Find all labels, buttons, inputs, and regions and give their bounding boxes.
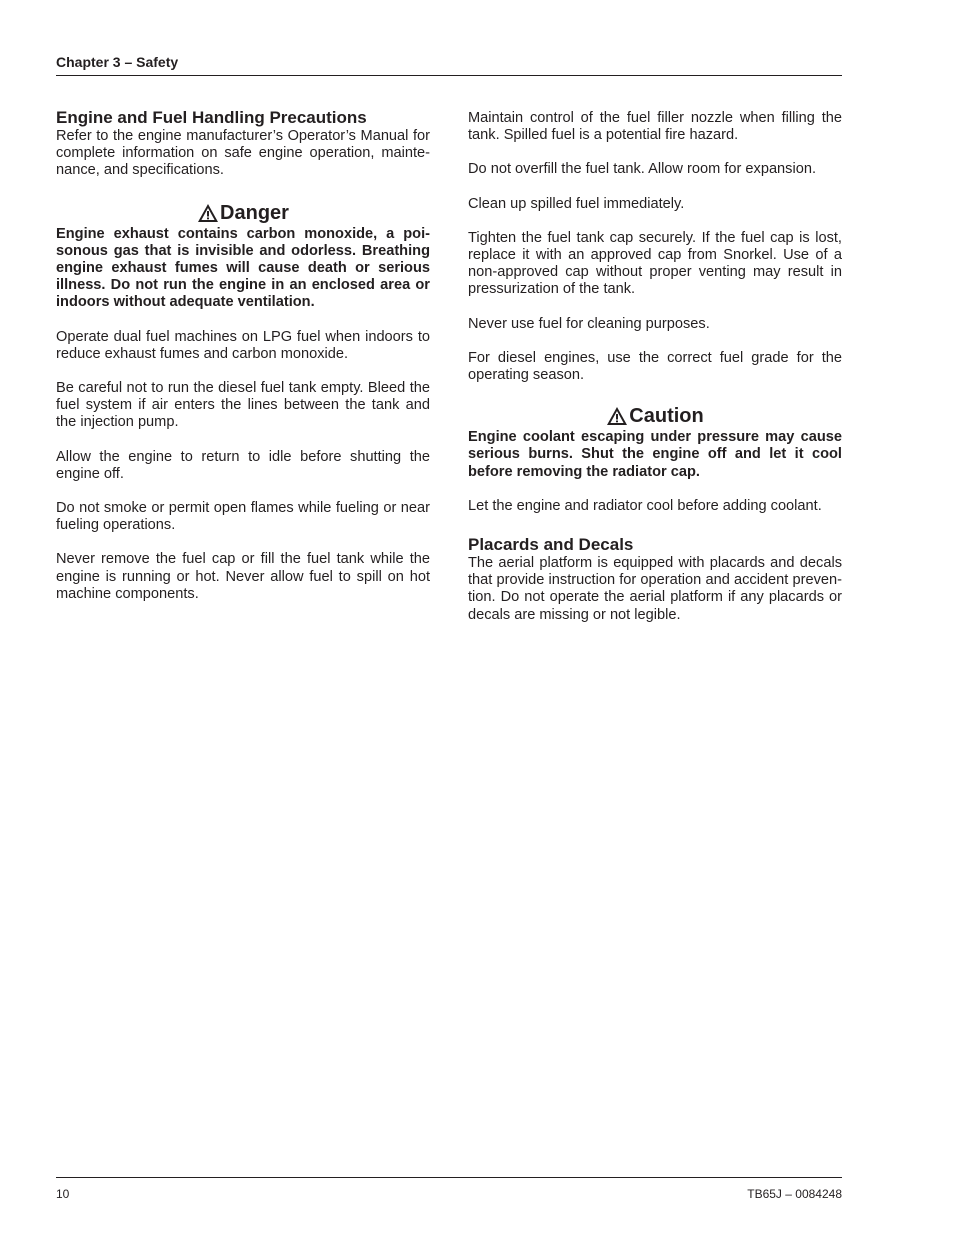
body-paragraph: Let the engine and radiator cool before adding coolant. — [468, 497, 822, 514]
body-paragraph: Maintain control of the fuel filler nozzle when filling the tank. Spilled fuel is a potential fire hazard. — [468, 110, 842, 144]
page-header — [56, 54, 842, 76]
right-column — [468, 108, 842, 641]
danger-text: Engine exhaust contains carbon monoxide, a poi-sonous gas that is invisible and odorless. Breathing engine exhaust fumes will cause death or serious illness. Do not run the engine in an enclosed area or indoors without adequate ventilation. — [56, 225, 430, 311]
danger-heading — [56, 201, 430, 225]
intro-paragraph: Refer to the engine manufacturer’s Operator’s Manual for complete information on safe engine operation, mainte-nance, and specifications. — [56, 128, 430, 179]
warning-triangle-icon — [606, 406, 628, 426]
caution-title: Caution — [629, 405, 704, 428]
body-paragraph: Be careful not to run the diesel fuel tank empty. Bleed the fuel system if air enters the lines between the tank and the injection pump. — [56, 380, 430, 431]
caution-heading — [468, 404, 842, 428]
chapter-title: Chapter 3 – Safety — [56, 54, 179, 70]
body-paragraph: Never use fuel for cleaning purposes. — [468, 315, 710, 332]
body-paragraph: Do not smoke or permit open flames while fueling or near fueling operations. — [56, 500, 430, 534]
caution-text: Engine coolant escaping under pressure may cause serious burns. Shut the engine off and let it cool before removing the radiator cap. — [468, 429, 842, 480]
section-heading-engine-fuel: Engine and Fuel Handling Precautions — [56, 108, 367, 127]
section-heading-placards: Placards and Decals — [468, 535, 634, 555]
body-paragraph: Allow the engine to return to idle before shutting the engine off. — [56, 448, 430, 482]
body-paragraph: Operate dual fuel machines on LPG fuel when indoors to reduce exhaust fumes and carbon monoxide. — [56, 328, 430, 362]
placards-paragraph: The aerial platform is equipped with placards and decals that provide instruction for operation and accident preven-tion. Do not operate the aerial platform if any placards or decals are missing or not legible. — [468, 555, 842, 623]
danger-title: Danger — [220, 201, 289, 224]
document-id: TB65J – 0084248 — [747, 1187, 842, 1201]
body-paragraph: Tighten the fuel tank cap securely. If the fuel cap is lost, replace it with an approved cap from Snorkel. Use of a non-approved cap without proper venting may result in pressurization of the tank. — [468, 229, 842, 298]
body-paragraph: Never remove the fuel cap or fill the fuel tank while the engine is running or hot. Never allow fuel to spill on hot machine components. — [56, 551, 430, 602]
body-paragraph: Clean up spilled fuel immediately. — [468, 195, 685, 212]
page-footer — [56, 1177, 842, 1201]
left-column — [56, 108, 430, 620]
warning-triangle-icon — [197, 203, 219, 223]
body-paragraph: For diesel engines, use the correct fuel grade for the operating season. — [468, 349, 842, 384]
body-paragraph: Do not overfill the fuel tank. Allow room for expansion. — [468, 161, 816, 178]
page-number: 10 — [56, 1187, 70, 1201]
